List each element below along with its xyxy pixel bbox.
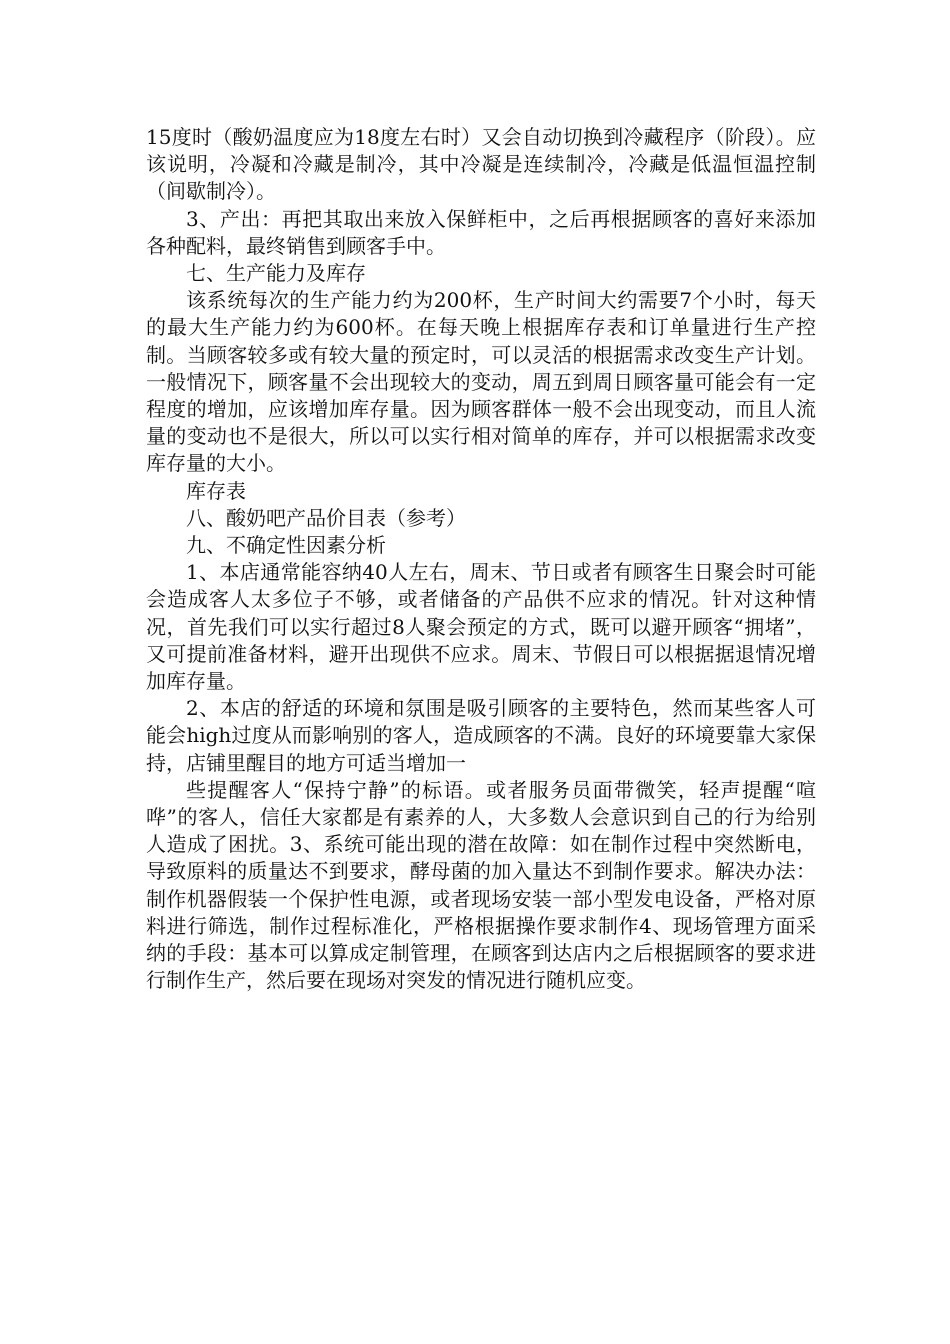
- section-heading-price-list: 八、酸奶吧产品价目表（参考）: [186, 505, 466, 530]
- paragraph-capacity: 该系统每次的生产能力约为200杯，生产时间大约需要7个小时，每天的最大生产能力约为600杯。在每天晚上根据库存表和订单量进行生产控制。当顾客较多或有较大量的预定时，可以灵活的根据需求改变生产计划。一般情况下，顾客量不会出现较大的变动，周五到周日顾客量可能会有一定程度的增加，应该增加库存量。因为顾客群体一般不会出现变动，而且人流量的变动也不是很大，所以可以实行相对简单的库存，并可以根据需求改变库存量的大小。: [146, 288, 816, 476]
- section-heading-uncertainty: 九、不确定性因素分析: [186, 533, 386, 558]
- paragraph-output-step: 3、产出：再把其取出来放入保鲜柜中，之后再根据顾客的喜好来添加各种配料，最终销售到顾客手中。: [146, 206, 816, 258]
- paragraph-uncertainty-capacity: 1、本店通常能容纳40人左右，周末、节日或者有顾客生日聚会时可能会造成客人太多位子不够，或者储备的产品供不应求的情况。针对这种情况，首先我们可以实行超过8人聚会预定的方式，既可以避开顾客“拥堵”，又可提前准备材料，避开出现供不应求。周末、节假日可以根据据退情况增加库存量。: [146, 560, 816, 694]
- paragraph-uncertainty-failures: 些提醒客人“保持宁静”的标语。或者服务员面带微笑，轻声提醒“喧哗”的客人，信任大家都是有素养的人，大多数人会意识到自己的行为给别人造成了困扰。3、系统可能出现的潜在故障：如在制作过程中突然断电，导致原料的质量达不到要求，酵母菌的加入量达不到制作要求。解决办法：制作机器假装一个保护性电源，或者现场安装一部小型发电设备，严格对原料进行筛选，制作过程标准化，严格根据操作要求制作4、现场管理方面采纳的手段：基本可以算成定制管理，在顾客到达店内之后根据顾客的要求进行制作生产，然后要在现场对突发的情况进行随机应变。: [146, 777, 816, 993]
- label-inventory-table: 库存表: [186, 478, 246, 503]
- section-heading-capacity-inventory: 七、生产能力及库存: [186, 261, 366, 286]
- document-body: [146, 124, 816, 995]
- paragraph-uncertainty-environment: 2、本店的舒适的环境和氛围是吸引顾客的主要特色，然而某些客人可能会high过度从而影响别的客人，造成顾客的不满。良好的环境要靠大家保持，店铺里醒目的地方可适当增加一: [146, 696, 816, 775]
- paragraph-refrigeration-stage: 15度时（酸奶温度应为18度左右时）又会自动切换到冷藏程序（阶段）。应该说明，冷凝和冷藏是制冷，其中冷凝是连续制冷，冷藏是低温恒温控制（间歇制冷）。: [146, 125, 816, 204]
